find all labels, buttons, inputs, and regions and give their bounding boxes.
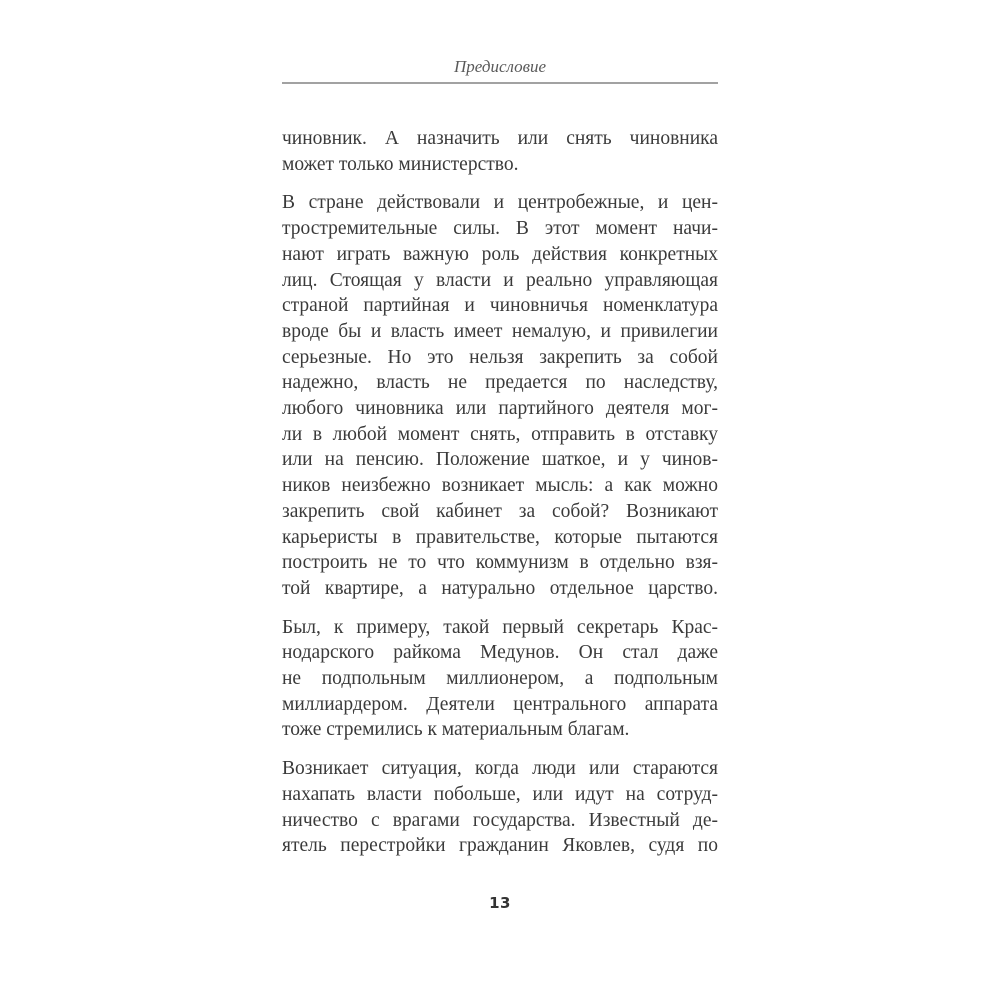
paragraph xyxy=(282,190,718,601)
running-head: Предисловие xyxy=(453,57,547,76)
paragraph xyxy=(282,126,718,177)
text-line: ников неизбежно возникает мысль: а как можно xyxy=(282,475,718,497)
text-line: надежно, власть не предается по наследству, xyxy=(282,372,718,394)
text-line: любого чиновника или партийного деятеля мог- xyxy=(282,398,718,420)
text-line: может только министерство. xyxy=(282,153,519,175)
text-line: закрепить свой кабинет за собой? Возникают xyxy=(282,500,718,522)
text-line: нают играть важную роль действия конкретных xyxy=(282,243,718,265)
text-line: или на пенсию. Положение шаткое, и у чинов- xyxy=(282,449,718,471)
text-line: нахапать власти побольше, или идут на сотруд- xyxy=(282,783,718,805)
text-line: вроде бы и власть имеет немалую, и привилегии xyxy=(282,320,718,342)
text-line: ли в любой момент снять, отправить в отставку xyxy=(282,423,718,445)
text-line: той квартире, а натурально отдельное царство. xyxy=(282,577,718,599)
text-line: тростремительные силы. В этот момент начи- xyxy=(282,218,718,240)
text-line: миллиардером. Деятели центрального аппарата xyxy=(282,693,718,715)
text-line: страной партийная и чиновничья номенклатура xyxy=(282,295,718,317)
text-line: лиц. Стоящая у власти и реально управляющая xyxy=(282,269,718,291)
text-column xyxy=(282,126,718,859)
text-line: В стране действовали и центробежные, и цен- xyxy=(282,192,718,214)
text-line: не подпольным миллионером, а подпольным xyxy=(282,668,718,690)
paragraph xyxy=(282,615,718,744)
text-line: чиновник. А назначить или снять чиновника xyxy=(282,128,718,149)
text-line: ничество с врагами государства. Известный де- xyxy=(282,809,718,831)
text-line: нодарского райкома Медунов. Он стал даже xyxy=(282,642,718,664)
text-line: ятель перестройки гражданин Яковлев, судя по xyxy=(282,835,718,857)
text-line: карьеристы в правительстве, которые пытаются xyxy=(282,526,718,548)
text-line: построить не то что коммунизм в отдельно взя- xyxy=(282,552,718,574)
text-line: Возникает ситуация, когда люди или стараются xyxy=(282,758,718,780)
text-line: Был, к примеру, такой первый секретарь Крас- xyxy=(282,616,718,638)
text-line: серьезные. Но это нельзя закрепить за собой xyxy=(282,346,718,368)
paragraph xyxy=(282,756,718,859)
header-rule-divider xyxy=(282,82,718,84)
page-number: 13 xyxy=(489,894,511,912)
text-line: тоже стремились к материальным благам. xyxy=(282,719,630,741)
